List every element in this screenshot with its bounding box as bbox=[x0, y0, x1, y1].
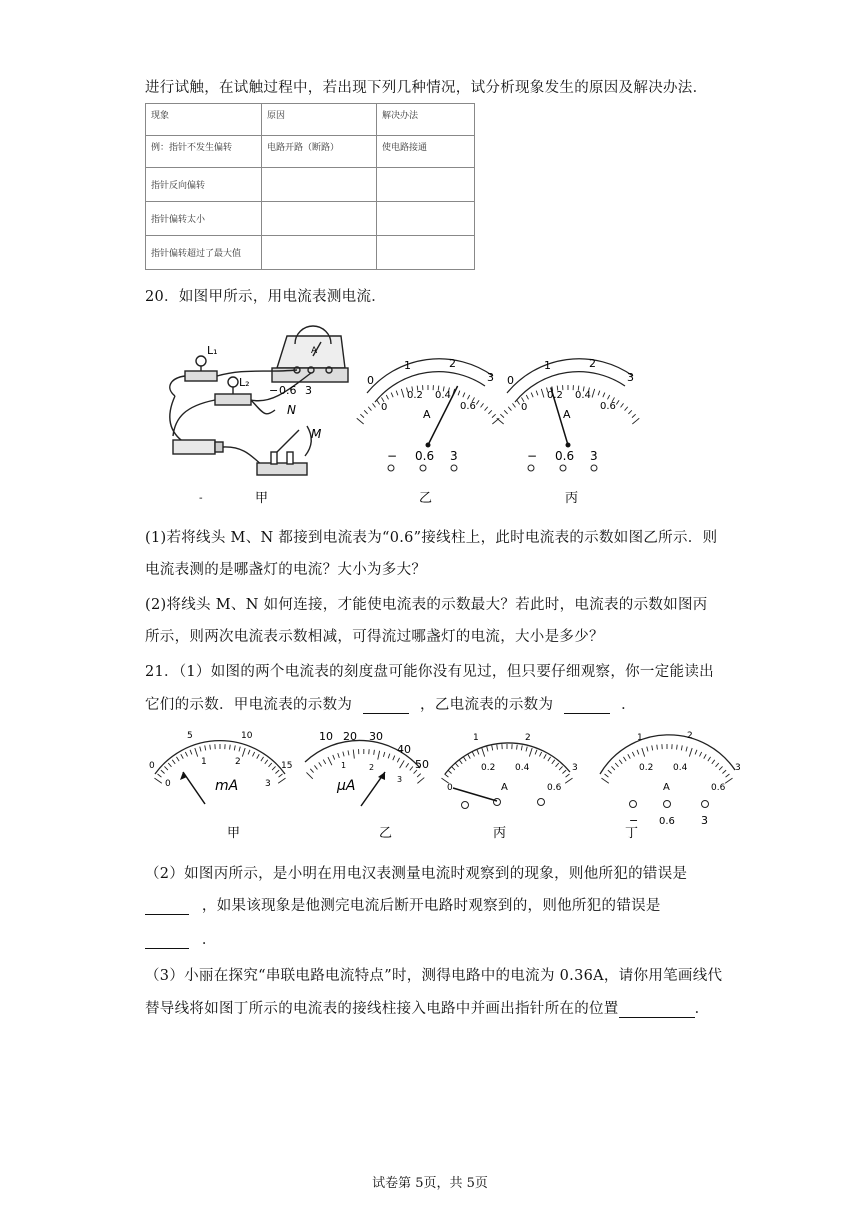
figure-label-yi: 乙 bbox=[379, 826, 393, 840]
table-header-cell: 现象 bbox=[146, 104, 262, 136]
scale-top-label: 2 bbox=[687, 731, 693, 741]
scale-bottom-label: 0.6 bbox=[600, 401, 616, 412]
scale-tick bbox=[176, 757, 179, 761]
table-cell[interactable] bbox=[377, 236, 475, 270]
scale-top-label: 3 bbox=[572, 763, 578, 773]
scale-tick bbox=[353, 750, 354, 759]
scale-tick bbox=[328, 757, 332, 765]
q21-line1: 21．（1）如图的两个电流表的刻度盘可能你没有见过，但只要仔细观察，你一定能读出 bbox=[145, 664, 714, 680]
scale-tick bbox=[477, 750, 479, 755]
meter-letter: A bbox=[501, 782, 508, 793]
table-cell: 使电路接通 bbox=[377, 136, 475, 168]
figure-label-jia: 甲 bbox=[255, 491, 269, 506]
scale-bottom-label: 0.6 bbox=[460, 401, 476, 412]
answer-blank-jia[interactable] bbox=[363, 699, 409, 714]
scale-tick bbox=[364, 410, 367, 414]
scale-top-label: 1 bbox=[404, 359, 411, 372]
figure-label-bing: 丙 bbox=[493, 826, 507, 840]
terminal-label: 3 bbox=[450, 449, 458, 463]
scale-tick bbox=[647, 747, 648, 752]
scale-tick bbox=[521, 745, 522, 750]
table-cell[interactable] bbox=[377, 168, 475, 202]
scale-tick bbox=[485, 407, 488, 411]
scale-tick bbox=[319, 762, 322, 766]
scale-tick bbox=[455, 763, 458, 767]
q21-line2-end: ． bbox=[621, 697, 636, 713]
scale-tick bbox=[272, 766, 275, 770]
scale-tick bbox=[548, 757, 551, 761]
table-cell: 电路开路（断路） bbox=[262, 136, 377, 168]
scale-tick bbox=[377, 400, 380, 404]
scale-tick bbox=[472, 752, 474, 757]
scale-tick bbox=[190, 750, 192, 755]
scale-top-label: 2 bbox=[589, 357, 596, 370]
scale-tick bbox=[689, 748, 692, 757]
table-row bbox=[146, 168, 475, 202]
scale-tick bbox=[417, 774, 421, 777]
table-row bbox=[146, 202, 475, 236]
scale-tick bbox=[559, 766, 562, 770]
scale-top-label: 20 bbox=[343, 730, 357, 743]
scale-tick bbox=[487, 747, 488, 752]
scale-tick bbox=[699, 752, 701, 757]
scale-tick bbox=[252, 752, 254, 757]
scale-tick bbox=[275, 770, 279, 773]
scale-tick bbox=[476, 400, 479, 404]
scale-top-label: 1 bbox=[544, 359, 551, 372]
scale-tick bbox=[544, 754, 546, 758]
scale-tick bbox=[205, 745, 206, 750]
scale-bottom-label: 0.2 bbox=[407, 390, 423, 401]
scale-tick bbox=[445, 774, 449, 777]
scale-tick bbox=[448, 770, 452, 773]
answer-blank-error1[interactable] bbox=[145, 900, 189, 915]
meter-letter: A bbox=[663, 782, 670, 793]
table-cell: 指针反向偏转 bbox=[146, 168, 262, 202]
scale-tick bbox=[621, 403, 624, 407]
scale-tick bbox=[397, 758, 399, 762]
scale-tick bbox=[357, 418, 364, 424]
scale-tick bbox=[269, 763, 272, 767]
scale-tick bbox=[619, 760, 622, 764]
intro-text: 进行试触，在试触过程中，若出现下列几种情况，试分析现象发生的原因及解决办法． bbox=[145, 80, 708, 96]
ammeter-yi bbox=[357, 357, 499, 506]
scale-tick bbox=[396, 391, 398, 396]
scale-tick bbox=[459, 760, 462, 764]
scale-bottom-label: 0 bbox=[447, 783, 453, 793]
scale-top-label: 1 bbox=[473, 733, 479, 743]
scale-bottom-label: 2 bbox=[369, 763, 375, 772]
q20-part2-line2: 所示，则两次电流表示数相减，可得流过哪盏灯的电流，大小是多少？ bbox=[145, 629, 604, 645]
scale-tick bbox=[616, 400, 619, 404]
q21-line2 bbox=[145, 693, 636, 714]
table-cell: 指针偏转超过了最大值 bbox=[146, 236, 262, 270]
scale-top-label: 0 bbox=[367, 374, 374, 387]
scale-bottom-label: 0.2 bbox=[639, 763, 654, 773]
scale-tick bbox=[695, 750, 697, 755]
scale-tick bbox=[195, 748, 198, 757]
q20-part1-line1: (1)若将线头 M、N 都接到电流表为“0.6”接线柱上，此时电流表的示数如图乙所示．则 bbox=[145, 530, 718, 546]
scale-tick bbox=[200, 747, 201, 752]
label-M: M bbox=[311, 427, 322, 441]
scale-bottom-label: 0.2 bbox=[481, 763, 496, 773]
scale-tick bbox=[401, 389, 404, 398]
scale-tick bbox=[541, 389, 544, 398]
terminal-label: 3 bbox=[701, 814, 708, 827]
scale-tick bbox=[611, 766, 614, 770]
unit-label: μA bbox=[337, 778, 356, 794]
page-footer: 试卷第 5页，共 5页 bbox=[372, 1176, 488, 1191]
q21-line2-text: 它们的示数．甲电流表的示数为 bbox=[145, 697, 353, 713]
scale-tick bbox=[565, 778, 572, 783]
q21-part3-text: 替导线将如图丁所示的电流表的接线柱接入电路中并画出指针所在的位置 bbox=[145, 1001, 619, 1017]
scale-tick bbox=[677, 745, 678, 750]
scale-tick bbox=[526, 395, 528, 399]
scale-top-label: 10 bbox=[319, 730, 333, 743]
q21-part2-line2 bbox=[145, 894, 661, 915]
q20-title: 20．如图甲所示，用电流表测电流． bbox=[145, 289, 387, 305]
ammeter-bing bbox=[497, 357, 639, 506]
scale-tick bbox=[536, 391, 538, 396]
scale-tick bbox=[531, 393, 533, 398]
scale-tick bbox=[374, 750, 375, 755]
scale-tick bbox=[158, 774, 162, 777]
terminal-label: 0.6 bbox=[415, 449, 435, 463]
scale-bottom-label: 3 bbox=[397, 775, 403, 784]
q21-line2-text: ，乙电流表的示数为 bbox=[420, 697, 554, 713]
scale-tick bbox=[608, 770, 612, 773]
scale-tick bbox=[278, 778, 285, 783]
scale-tick bbox=[598, 391, 600, 396]
scale-tick bbox=[257, 754, 259, 758]
terminal-label: 0.6 bbox=[659, 816, 675, 827]
scale-tick bbox=[406, 763, 409, 767]
scale-tick bbox=[185, 752, 187, 757]
scale-tick bbox=[338, 753, 340, 758]
scale-bottom-label: 0.6 bbox=[711, 783, 726, 793]
scale-bottom-label: 0.4 bbox=[673, 763, 688, 773]
scale-tick bbox=[615, 763, 618, 767]
terminal-label: 0.6 bbox=[555, 449, 575, 463]
unit-label: mA bbox=[215, 778, 239, 794]
scale-top-label: 3 bbox=[487, 371, 494, 384]
scale-tick bbox=[601, 778, 608, 783]
q21-figure bbox=[145, 724, 755, 840]
terminal-label: − bbox=[387, 449, 398, 463]
scale-tick bbox=[458, 391, 460, 396]
scale-tick bbox=[657, 745, 658, 750]
scale-tick bbox=[539, 752, 541, 757]
scale-tick bbox=[306, 772, 312, 778]
scale-tick bbox=[517, 400, 520, 404]
scale-tick bbox=[552, 760, 555, 764]
table-row bbox=[146, 136, 475, 168]
scale-tick bbox=[391, 393, 393, 398]
scale-tick bbox=[556, 763, 559, 767]
table-header-cell: 原因 bbox=[262, 104, 377, 136]
scale-tick bbox=[314, 765, 317, 769]
scale-tick bbox=[451, 766, 454, 770]
scale-tick bbox=[500, 414, 504, 417]
scale-top-label: 30 bbox=[369, 730, 383, 743]
terminal-label: − bbox=[629, 814, 639, 827]
scale-tick bbox=[508, 407, 511, 411]
scale-tick bbox=[492, 414, 496, 417]
scale-tick bbox=[348, 750, 349, 755]
table-cell[interactable] bbox=[377, 202, 475, 236]
scale-tick bbox=[632, 752, 634, 757]
scale-tick bbox=[248, 750, 250, 755]
scale-tick bbox=[708, 757, 711, 761]
scale-tick bbox=[386, 395, 388, 399]
scale-tick bbox=[463, 393, 465, 398]
table-cell: 例：指针不发生偏转 bbox=[146, 136, 262, 168]
q20-part2-line1: (2)将线头 M、N 如何连接，才能使电流表的示数最大？若此时，电流表的示数如图丙 bbox=[145, 597, 708, 613]
scale-tick bbox=[279, 774, 283, 777]
scale-bottom-label: 2 bbox=[235, 757, 241, 767]
scale-top-label: 1 bbox=[637, 733, 643, 743]
meter-bing bbox=[441, 733, 577, 840]
scale-tick bbox=[652, 745, 653, 750]
terminal-label: − bbox=[269, 384, 279, 397]
scale-tick bbox=[343, 752, 344, 757]
scale-tick bbox=[562, 770, 566, 773]
scale-tick bbox=[535, 750, 537, 755]
scale-tick bbox=[323, 760, 325, 764]
meter-letter: A bbox=[311, 346, 318, 356]
scale-tick bbox=[481, 403, 484, 407]
figure-label-bing: 丙 bbox=[565, 491, 579, 506]
scale-top-label: 0 bbox=[507, 374, 514, 387]
scale-tick bbox=[512, 403, 515, 407]
scale-tick bbox=[725, 778, 732, 783]
scale-tick bbox=[628, 754, 630, 758]
meter-letter: A bbox=[563, 408, 571, 421]
label-N: N bbox=[287, 403, 296, 417]
scale-tick bbox=[172, 760, 175, 764]
scale-tick bbox=[632, 418, 639, 424]
scale-tick bbox=[492, 745, 493, 750]
scale-tick bbox=[400, 760, 405, 768]
scale-top-label: 2 bbox=[449, 357, 456, 370]
scale-bottom-label: 0.4 bbox=[575, 390, 591, 401]
scale-bottom-label: 3 bbox=[265, 779, 271, 789]
scale-tick bbox=[234, 745, 235, 750]
scale-bottom-label: 0.4 bbox=[435, 390, 451, 401]
scale-tick bbox=[526, 747, 527, 752]
terminal-label: 0.6 bbox=[279, 384, 297, 397]
dash-mark: - bbox=[199, 493, 203, 504]
scale-tick bbox=[623, 757, 626, 761]
table-header-cell: 解决办法 bbox=[377, 104, 475, 136]
scale-tick bbox=[161, 770, 165, 773]
q21-part3-line2 bbox=[145, 997, 709, 1018]
circuit-diagram bbox=[170, 326, 348, 475]
scale-tick bbox=[632, 414, 636, 417]
scale-tick bbox=[681, 745, 682, 750]
figure-label-yi: 乙 bbox=[419, 491, 433, 506]
scale-tick bbox=[378, 751, 380, 760]
terminal-label: 3 bbox=[305, 384, 312, 397]
table-cell: 指针偏转太小 bbox=[146, 202, 262, 236]
table-cell[interactable] bbox=[262, 168, 377, 202]
scale-tick bbox=[168, 763, 171, 767]
scale-tick bbox=[497, 418, 504, 424]
scale-top-label: 2 bbox=[525, 733, 531, 743]
meter-jia bbox=[149, 731, 292, 840]
meter-needle bbox=[453, 788, 497, 801]
scale-tick bbox=[566, 774, 570, 777]
scale-tick bbox=[333, 755, 335, 760]
answer-blank-error2[interactable] bbox=[145, 934, 189, 949]
scale-tick bbox=[704, 754, 706, 758]
table-cell[interactable] bbox=[262, 202, 377, 236]
scale-bottom-label: 1 bbox=[201, 757, 207, 767]
scale-tick bbox=[360, 414, 364, 417]
q21-part3-line1: （3）小丽在探究“串联电路电流特点”时，测得电路中的电流为 0.36A，请你用笔画线代 bbox=[145, 968, 723, 984]
scale-tick bbox=[230, 745, 231, 750]
scale-tick bbox=[239, 747, 240, 752]
answer-blank-ding[interactable] bbox=[619, 1003, 695, 1018]
scale-tick bbox=[181, 754, 183, 758]
scale-top-label: 5 bbox=[187, 731, 193, 741]
scale-tick bbox=[482, 748, 485, 757]
figure-label-jia: 甲 bbox=[227, 826, 241, 840]
scale-tick bbox=[504, 410, 507, 414]
scale-bottom-label: 0 bbox=[521, 402, 528, 413]
scale-tick bbox=[265, 760, 268, 764]
scale-bottom-label: 0 bbox=[381, 402, 388, 413]
scale-tick bbox=[154, 778, 161, 783]
q21-part3-end: ． bbox=[694, 1001, 710, 1017]
q20-part1-line2: 电流表测的是哪盏灯的电流？大小为多大？ bbox=[145, 562, 427, 578]
terminal-label: − bbox=[527, 449, 538, 463]
scale-tick bbox=[261, 757, 264, 761]
scale-top-label: 15 bbox=[281, 761, 293, 771]
scale-tick bbox=[467, 395, 469, 399]
scale-tick bbox=[372, 403, 375, 407]
scale-tick bbox=[310, 769, 313, 773]
terminal-label: 3 bbox=[590, 449, 598, 463]
scale-tick bbox=[529, 748, 532, 757]
scale-tick bbox=[603, 393, 605, 398]
scale-tick bbox=[637, 750, 639, 755]
scale-top-label: 40 bbox=[397, 743, 411, 756]
scale-tick bbox=[722, 770, 726, 773]
scale-top-label: 3 bbox=[627, 371, 634, 384]
scale-tick bbox=[242, 748, 245, 757]
scale-tick bbox=[463, 757, 466, 761]
scale-bottom-label: 0.6 bbox=[547, 783, 562, 793]
label-L1: L₁ bbox=[207, 344, 218, 357]
table-row bbox=[146, 236, 475, 270]
scale-tick bbox=[393, 756, 395, 761]
scale-tick bbox=[383, 752, 384, 757]
analysis-table bbox=[145, 103, 475, 270]
meter-letter: A bbox=[423, 408, 431, 421]
scale-tick bbox=[605, 774, 609, 777]
scale-tick bbox=[642, 748, 645, 757]
scale-tick bbox=[368, 407, 371, 411]
q21-part2-end: ． bbox=[201, 932, 217, 948]
scale-tick bbox=[210, 745, 211, 750]
table-header-row bbox=[146, 104, 475, 136]
scale-tick bbox=[712, 760, 715, 764]
scale-tick bbox=[488, 410, 491, 414]
table-cell[interactable] bbox=[262, 236, 377, 270]
scale-tick bbox=[497, 745, 498, 750]
scale-top-label: 10 bbox=[241, 731, 253, 741]
q21-part2-line3 bbox=[145, 928, 217, 949]
figure-label-ding: 丁 bbox=[625, 826, 639, 840]
scale-tick bbox=[592, 389, 595, 398]
scale-bottom-label: 1 bbox=[341, 761, 347, 770]
answer-blank-yi[interactable] bbox=[564, 699, 610, 714]
scale-tick bbox=[726, 774, 730, 777]
scale-top-label: 3 bbox=[735, 763, 741, 773]
q21-part2-text: ，如果该现象是他测完电流后断开电路时观察到的，则他所犯的错误是 bbox=[201, 898, 661, 914]
scale-tick bbox=[468, 754, 470, 758]
scale-tick bbox=[388, 754, 390, 759]
scale-tick bbox=[686, 747, 687, 752]
q20-figure bbox=[145, 318, 660, 513]
scale-tick bbox=[164, 766, 167, 770]
scale-tick bbox=[716, 763, 719, 767]
scale-tick bbox=[625, 407, 628, 411]
scale-tick bbox=[417, 778, 424, 784]
scale-bottom-label: 0.4 bbox=[515, 763, 530, 773]
scale-bottom-label: 0 bbox=[165, 779, 171, 789]
meter-ding[interactable] bbox=[600, 731, 741, 840]
scale-tick bbox=[410, 766, 413, 770]
scale-tick bbox=[719, 766, 722, 770]
label-L2: L₂ bbox=[239, 376, 250, 389]
q21-part2-line1: （2）如图丙所示，是小明在用电汉表测量电流时观察到的现象，则他所犯的错误是 bbox=[145, 866, 688, 882]
meter-yi bbox=[305, 730, 429, 840]
scale-tick bbox=[628, 410, 631, 414]
scale-tick bbox=[607, 395, 609, 399]
scale-top-label: 50 bbox=[415, 758, 429, 771]
scale-bottom-label: 0.2 bbox=[547, 390, 563, 401]
scale-tick bbox=[517, 745, 518, 750]
scale-top-label: 0 bbox=[149, 761, 155, 771]
